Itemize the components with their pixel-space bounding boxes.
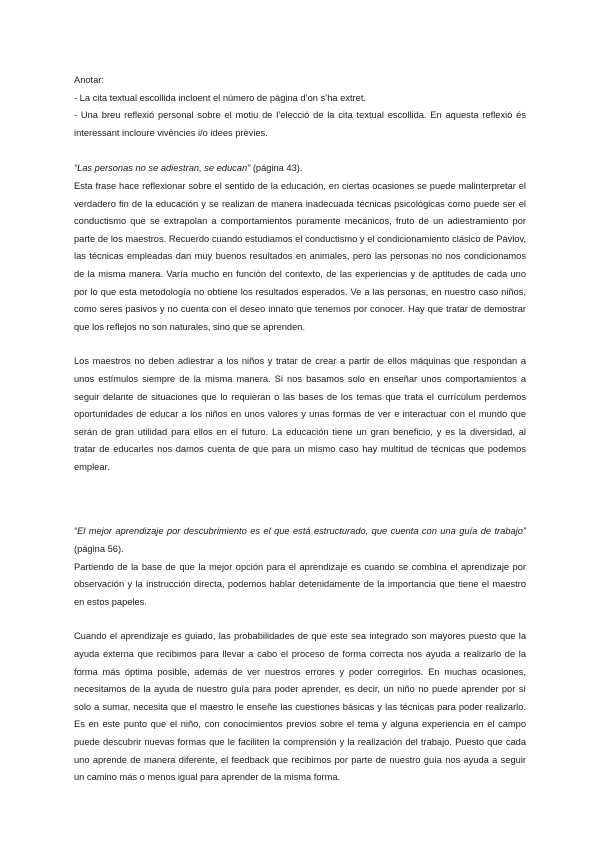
- note-heading: Anotar:: [74, 75, 104, 85]
- document-page: [74, 72, 526, 787]
- quote-text-2: “El mejor aprendizaje por descubrimiento es el que está estructurado, que cuenta con una guía de trabajo”: [74, 526, 526, 537]
- page-reference-1: (página 43).: [250, 163, 303, 174]
- section-quote-2: [74, 523, 526, 558]
- note-item-2: - Una breu reflexió personal sobre el motiu de l’elecció de la cita textual escollida. En aquesta reflexió és interessant incloure vivències i/o idees prèvies.: [74, 110, 526, 138]
- page-reference-2: (página 56).: [74, 544, 124, 555]
- section2-paragraph-2: Cuando el aprendizaje es guiado, las probabilidades de que este sea integrado son mayores puesto que la ayuda externa que recibimos para llevar a cabo el proceso de forma correcta nos ayuda a realizarlo de la forma más óptima posible, además de ver nuestros errores y poder corregirlos. En muchas ocasiones, necesitamos de la ayuda de nuestro guía para poder aprender, es decir, un niño no puede aprender por sí solo a sumar, necesita que el maestro le enseñe las cuestiones básicas y las técnicas para poder realizarlo. Es en este punto que el niño, con conocimientos previos sobre el tema y alguna experiencia en el campo puede descubrir nuevas formas que le faciliten la comprensión y la realización del trabajo. Puesto que cada uno aprende de manera diferente, el feedback que recibimos por parte de nuestro guía nos ayuda a seguir un camino más o menos igual para aprender de la misma forma.: [74, 631, 526, 783]
- note-block: [74, 72, 526, 142]
- quote-text-1: “Las personas no se adiestran, se educan”: [74, 163, 251, 174]
- note-item-1: - La cita textual escollida incloent el número de pàgina d’on s’ha extret.: [74, 92, 366, 103]
- section1-paragraph-1: Esta frase hace reflexionar sobre el sentido de la educación, en ciertas ocasiones se puede malinterpretar el verdadero fin de la educación y se realizan de manera inadecuada técnicas psicológicas como puede ser el conductismo que se extrapolan a comportamientos puramente mecánicos, fruto de un adiestramiento por parte de los maestros. Recuerdo cuando estudiamos el conductismo y el condicionamiento clásico de Pávlov, las técnicas empleadas dan muy buenos resultados en animales, pero las personas no nos condicionamos de la misma manera. Varía mucho en función del contexto, de las experiencias y de aptitudes de cada uno por lo que esta metodología no obtiene los resultados esperados. Ve a las personas, en nuestro caso niños, como seres pasivos y no cuenta con el deseo innato que tenemos por conocer. Hay que tratar de demostrar que los reflejos no son naturales, sino que se aprenden.: [74, 180, 526, 332]
- section-quote-1: [74, 160, 526, 178]
- section2-paragraph-1: Partiendo de la base de que la mejor opción para el aprendizaje es cuando se combina el aprendizaje por observación y la instrucción directa, podemos hablar detenidamente de la importancia que tiene el maestro en estos papeles.: [74, 561, 526, 607]
- section1-paragraph-2: Los maestros no deben adiestrar a los niños y tratar de crear a partir de ellos máquinas que respondan a unos estímulos siempre de la misma manera. Si nos basamos solo en enseñar unos comportamientos a seguir delante de situaciones que lo requieran o las bases de los temas que trata el currículum perdemos oportunidades de educar a los niños en unos valores y unas formas de ver e interactuar con el mundo que serán de gran utilidad para ellos en el futuro. La educación tiene un gran beneficio, y es la diversidad, al tratar de educarles nos damos cuenta de que para un mismo caso hay multitud de técnicas que podemos emplear.: [74, 356, 526, 472]
